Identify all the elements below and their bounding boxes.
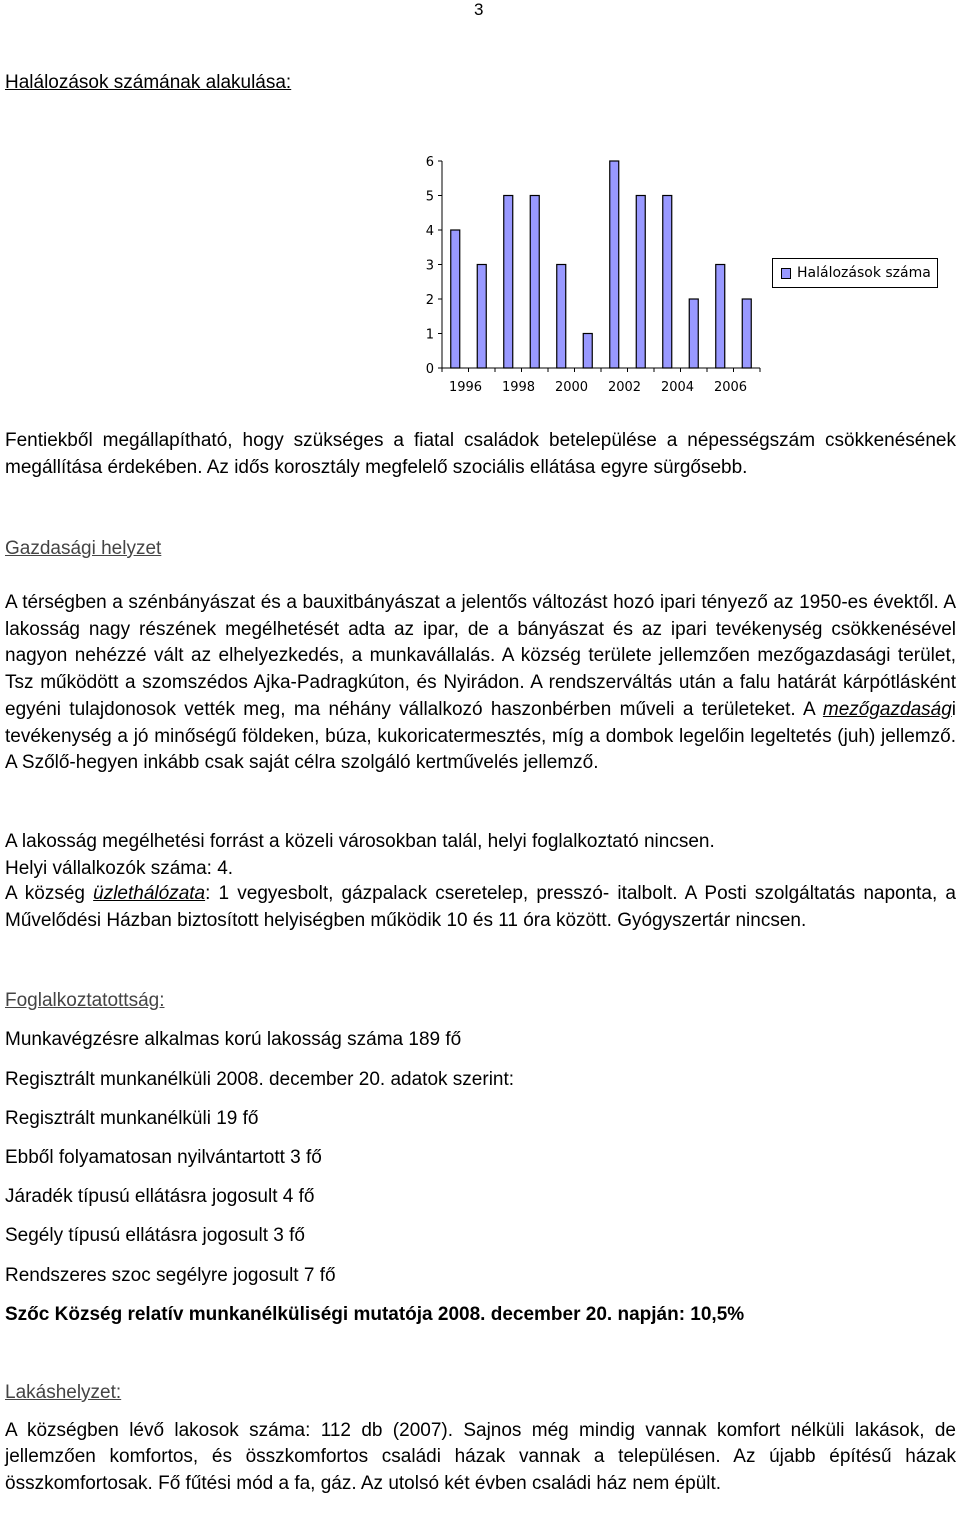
employment-line: Rendszeres szoc segélyre jogosult 7 fő [5,1265,336,1286]
employment-line: Regisztrált munkanélküli 19 fő [5,1108,259,1129]
page-number: 3 [474,0,484,19]
services-network-term: üzlethálózata [93,883,206,904]
y-tick-label: 1 [425,327,434,343]
bar [689,299,698,368]
employment-line: Járadék típusú ellátásra jogosult 4 fő [5,1186,315,1207]
deaths-bar-chart [400,140,780,405]
economy-sentence-6: A Szőlő-hegyen inkább csak saját célra szolgáló kertművelés jellemző. [5,752,599,774]
x-tick-label: 2004 [660,380,695,395]
employment-line: Regisztrált munkanélküli 2008. december 20. adatok szerint: [5,1069,515,1090]
x-tick-label: 1996 [448,380,483,395]
bar [477,265,486,369]
economy-sentence-4: A rendszerváltás után a falu határát kárpótlásként egyéni tulajdonosok vették meg, ma néhány vállalkozó haszonbérben műveli a területeket. [5,672,956,720]
line-livelihood: A lakosság megélhetési forrást a közeli városokban talál, helyi foglalkoztató nincsen. [5,831,715,852]
y-tick-label: 6 [425,155,434,170]
paragraph-services [5,881,956,934]
bar [663,196,672,369]
bar [451,230,460,368]
bar [636,196,645,369]
bar [610,161,619,368]
bar [530,196,539,369]
x-tick-label: 2002 [607,380,642,395]
x-tick-label: 2000 [554,380,589,395]
y-tick-label: 5 [425,189,434,205]
section-title-employment: Foglalkoztatottság: [5,990,165,1011]
bar [557,265,566,369]
services-post: A Posti szolgáltatás naponta, a Művelődési Házban biztosított helyiségben működik 10 és 11 óra között. Gyógyszertár nincsen. [5,883,956,931]
economy-sentence-5a: A [802,698,815,720]
bar [716,265,725,369]
y-tick-label: 3 [425,258,434,274]
x-tick-label: 1998 [501,380,536,395]
legend-swatch [781,268,791,279]
deaths-chart [400,140,960,405]
y-tick-label: 4 [425,224,434,239]
y-tick-label: 0 [425,362,434,377]
section-title-economy: Gazdasági helyzet [5,538,162,559]
unemployment-rate: Szőc Község relatív munkanélküliségi mutatója 2008. december 20. napján: 10,5% [5,1304,745,1325]
paragraph-population: Fentiekből megállapítható, hogy szükséges a fiatal családok betelepülése a népességszám csökkenésének megállítása érdekében. Az idős korosztály megfelelő szociális ellátása egyre sürgősebb. [5,430,956,478]
economy-sentence-2: A lakosság nagy részének megélhetését adta az ipar, de a bányászat és az ipari tevékenység csökkenésével nagyon nehézzé vált az elhelyezkedés, a munkavállalás. [5,592,956,667]
bar [742,299,751,368]
services-intro: A község [5,883,85,904]
paragraph-housing: A községben lévő lakosok száma: 112 db (2007). Sajnos még mindig vannak komfort nélküli lakások, de jellemzően komfortos, és összkomfortos családi házak vannak a településen. Az újabb építésű házak összkomfortosak. Fő fűtési mód a fa, gáz. Az utolsó két évben családi ház nem épült. [5,1420,956,1494]
section-title-housing: Lakáshelyzet: [5,1382,122,1403]
services-list: : 1 vegyesbolt, gázpalack cseretelep, presszó- italbolt. [205,883,678,904]
chart-legend [772,258,938,288]
employment-line: Segély típusú ellátásra jogosult 3 fő [5,1225,305,1246]
economy-sentence-1: A térségben a szénbányászat és a bauxitbányászat a jelentős változást hozó ipari tényező az 1950-es évektől. [5,592,939,613]
x-tick-label: 2006 [713,380,748,395]
bar [583,334,592,369]
paragraph-economy [5,590,956,777]
economy-sentence-3: A község területe jellemzően mezőgazdasági terület, Tsz működött a szomszédos Ajka-Padragkúton, és Nyirádon. [5,645,957,694]
employment-line: Ebből folyamatosan nyilvántartott 3 fő [5,1147,322,1168]
employment-line: Munkavégzésre alkalmas korú lakosság száma 189 fő [5,1029,462,1050]
economy-sentence-5b: i tevékenység a jó minőségű földeken, búza, kukoricatermesztés, míg a dombok legelőin legeltetés (juh) jellemző. [5,698,957,747]
economy-agriculture-term: mezőgazdaság [822,698,952,720]
section-title-deaths: Halálozások számának alakulása: [5,72,292,93]
y-tick-label: 2 [425,293,434,308]
legend-label: Halálozások száma [797,265,931,281]
bar [504,196,513,369]
line-local-businesses: Helyi vállalkozók száma: 4. [5,858,234,879]
